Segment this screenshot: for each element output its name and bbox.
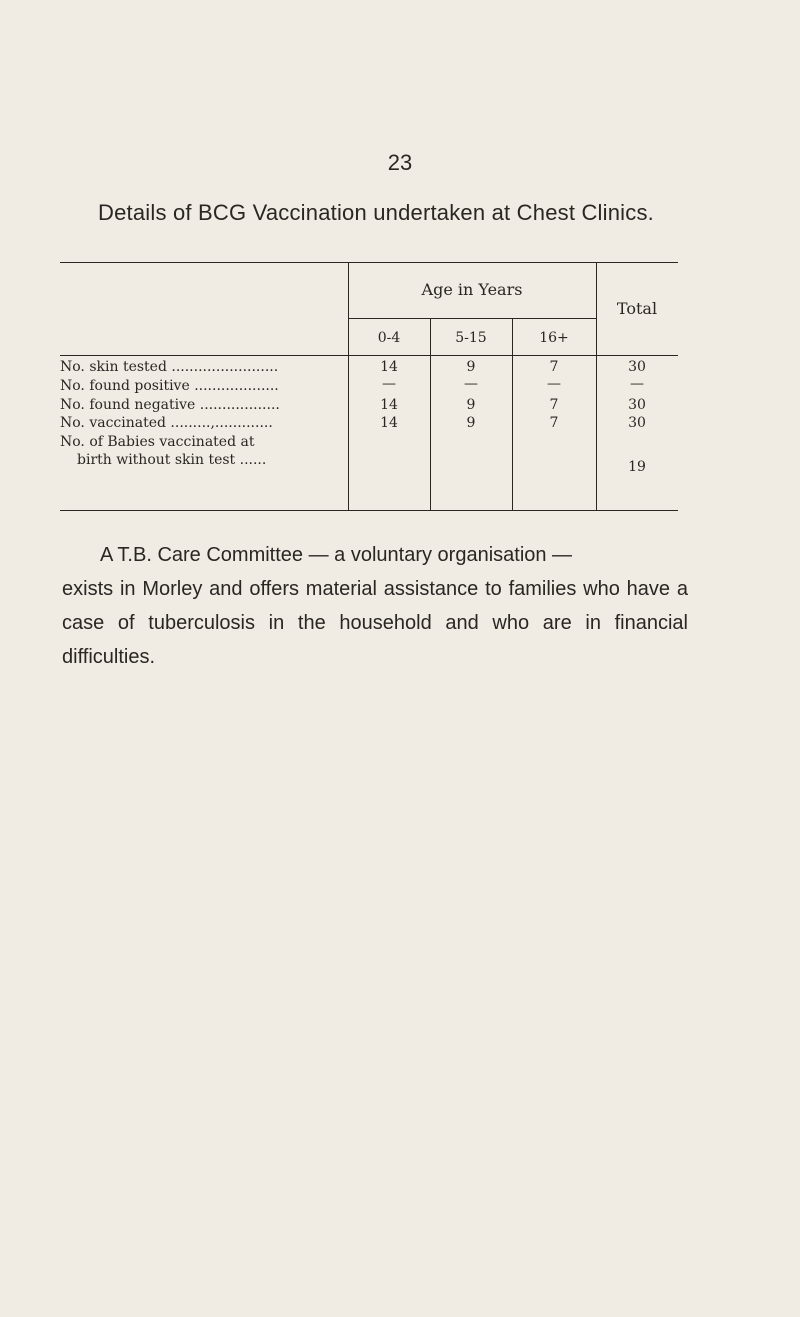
table-cell: 14 bbox=[380, 359, 398, 375]
table-cell: 9 bbox=[466, 359, 476, 375]
table-cell: 7 bbox=[549, 359, 559, 375]
table-cell: — bbox=[547, 376, 561, 392]
row-label: No. vaccinated .........,............. bbox=[60, 415, 273, 431]
paragraph-first-line: A T.B. Care Committee — a voluntary organisation — bbox=[100, 544, 573, 566]
table-cell: 30 bbox=[628, 397, 646, 413]
table-cell: — bbox=[382, 376, 396, 392]
table-cell: 9 bbox=[466, 415, 476, 431]
row-label: No. found negative .................. bbox=[60, 397, 280, 413]
table-cell: 30 bbox=[628, 415, 646, 431]
table-cell: 7 bbox=[549, 397, 559, 413]
table-cell: 9 bbox=[466, 397, 476, 413]
row-label-continued: birth without skin test ...... bbox=[77, 452, 267, 468]
header-age-16-plus: 16+ bbox=[539, 330, 569, 346]
table-cell: 14 bbox=[380, 397, 398, 413]
row-label: No. found positive ................... bbox=[60, 378, 279, 394]
care-committee-paragraph bbox=[62, 538, 688, 674]
table-cell: — bbox=[630, 376, 644, 392]
page-title: Details of BCG Vaccination undertaken at Chest Clinics. bbox=[98, 200, 654, 225]
table-cell: — bbox=[464, 376, 478, 392]
table-cell: 19 bbox=[628, 459, 646, 475]
header-age-0-4: 0-4 bbox=[377, 330, 401, 346]
header-rule bbox=[60, 355, 678, 356]
header-age-in-years: Age in Years bbox=[421, 280, 523, 299]
header-age-5-15: 5-15 bbox=[455, 330, 487, 346]
page-number: 23 bbox=[387, 150, 413, 175]
table-cell: 7 bbox=[549, 415, 559, 431]
bcg-vaccination-table bbox=[60, 262, 678, 511]
table-cell: 14 bbox=[380, 415, 398, 431]
table-cell: 30 bbox=[628, 359, 646, 375]
header-total: Total bbox=[616, 299, 658, 318]
header-rule bbox=[348, 318, 596, 319]
row-label: No. of Babies vaccinated at bbox=[60, 434, 255, 450]
paragraph-body: exists in Morley and offers material assistance to families who have a case of tuberculosis in the household and who are in financial difficulties. bbox=[62, 578, 688, 668]
row-label: No. skin tested ........................ bbox=[60, 359, 279, 375]
